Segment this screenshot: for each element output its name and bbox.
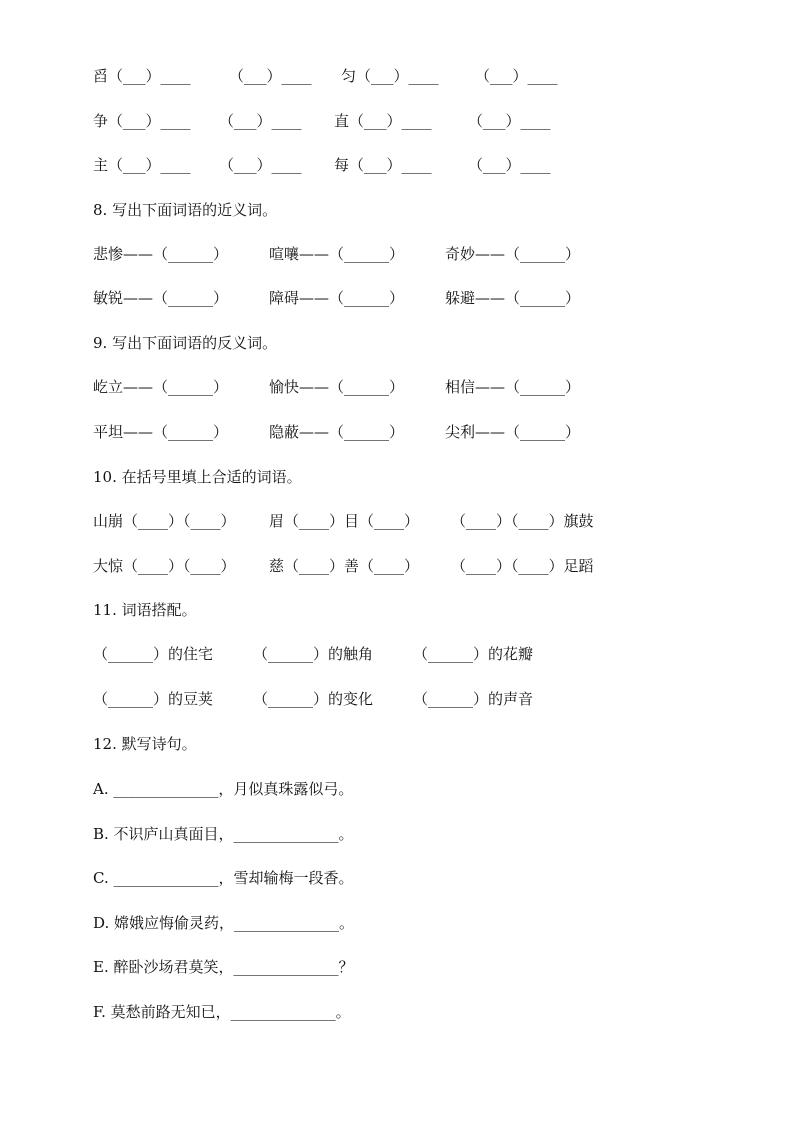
collocation-item: （______）的住宅 (93, 645, 214, 663)
pinyin-cell: （___）____ (229, 67, 312, 85)
poem-line-b: B. 不识庐山真面目，______________。 (93, 825, 354, 843)
poem-line-e: E. 醉卧沙场君莫笑，______________？ (93, 958, 354, 976)
idiom-item: 眉（____）目（____） (269, 512, 420, 530)
antonym-item: 隐蔽——（______） (269, 423, 405, 441)
pinyin-cell: （___）____ (219, 112, 302, 130)
question-9-title: 9. 写出下面词语的反义词。 (93, 334, 278, 352)
pinyin-cell: （___）____ (219, 156, 302, 174)
pinyin-cell: 舀（___）____ (93, 67, 191, 85)
collocation-item: （______）的豆荚 (93, 690, 214, 708)
synonym-item: 喧嚷——（______） (269, 245, 405, 263)
pinyin-cell: 匀（___）____ (341, 67, 439, 85)
collocation-item: （______）的声音 (413, 690, 534, 708)
pinyin-cell: （___）____ (475, 67, 558, 85)
antonym-item: 平坦——（______） (93, 423, 229, 441)
synonym-item: 躲避——（______） (445, 289, 581, 307)
antonym-item: 相信——（______） (445, 378, 581, 396)
collocation-item: （______）的花瓣 (413, 645, 534, 663)
synonym-item: 悲惨——（______） (93, 245, 229, 263)
question-12-title: 12. 默写诗句。 (93, 735, 197, 753)
pinyin-cell: （___）____ (468, 156, 551, 174)
idiom-item: （____）（____）旗鼓 (451, 512, 594, 530)
pinyin-cell: 主（___）____ (93, 156, 191, 174)
idiom-item: 山崩（____）（____） (93, 512, 236, 530)
pinyin-cell: 争（___）____ (93, 112, 191, 130)
poem-line-f: F. 莫愁前路无知已，______________。 (93, 1003, 351, 1021)
synonym-item: 奇妙——（______） (445, 245, 581, 263)
poem-line-d: D. 嫦娥应悔偷灵药，______________。 (93, 914, 355, 932)
pinyin-cell: （___）____ (468, 112, 551, 130)
antonym-item: 尖利——（______） (445, 423, 581, 441)
collocation-item: （______）的变化 (253, 690, 374, 708)
question-8-title: 8. 写出下面词语的近义词。 (93, 201, 278, 219)
pinyin-cell: 每（___）____ (334, 156, 432, 174)
idiom-item: 大惊（____）（____） (93, 557, 236, 575)
idiom-item: （____）（____）足蹈 (451, 557, 594, 575)
antonym-item: 愉快——（______） (269, 378, 405, 396)
poem-line-a: A. ______________，月似真珠露似弓。 (93, 780, 354, 798)
synonym-item: 障碍——（______） (269, 289, 405, 307)
poem-line-c: C. ______________，雪却输梅一段香。 (93, 869, 354, 887)
question-11-title: 11. 词语搭配。 (93, 601, 197, 619)
question-10-title: 10. 在括号里填上合适的词语。 (93, 468, 302, 486)
synonym-item: 敏锐——（______） (93, 289, 229, 307)
antonym-item: 屹立——（______） (93, 378, 229, 396)
idiom-item: 慈（____）善（____） (269, 557, 420, 575)
collocation-item: （______）的触角 (253, 645, 374, 663)
pinyin-cell: 直（___）____ (334, 112, 432, 130)
